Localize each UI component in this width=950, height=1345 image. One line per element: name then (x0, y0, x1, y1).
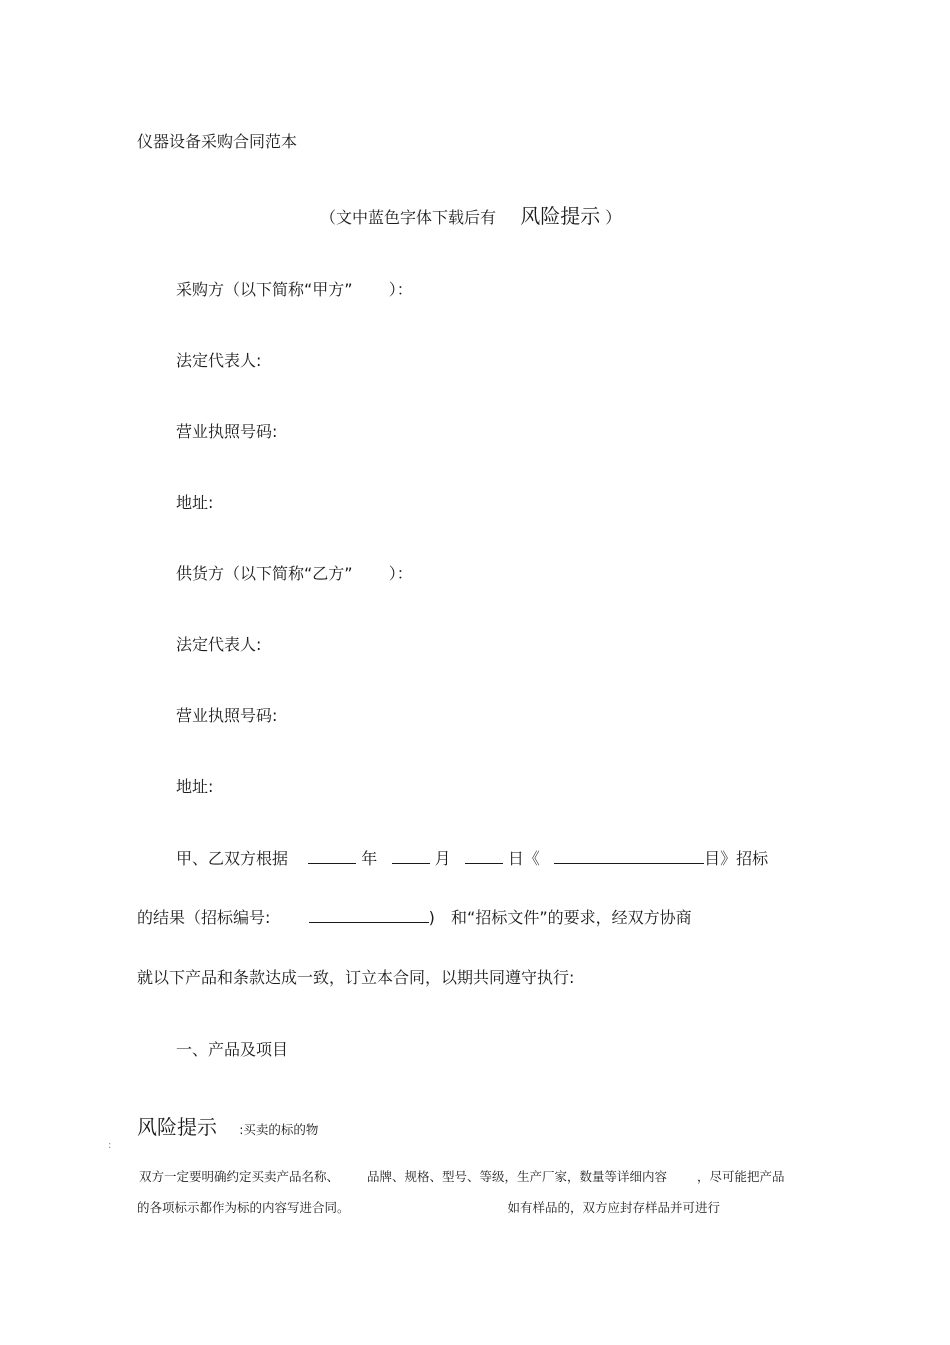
month-label: 月 (434, 849, 451, 868)
agreement-paragraph-line2 (137, 908, 692, 928)
section-heading-products: 一、产品及项目 (176, 1040, 289, 1059)
risk-line1-b: 品牌、规格、型号、等级，生产厂家，数量等详细内容 (366, 1169, 667, 1184)
para2-close: ) (428, 908, 435, 927)
notice-risk-emphasis: 风险提示 (520, 204, 601, 228)
risk-heading-line (137, 1117, 318, 1139)
supplier-legal-rep: 法定代表人: (176, 635, 262, 654)
download-notice (320, 206, 621, 228)
month-blank[interactable] (392, 849, 430, 864)
buyer-legal-rep: 法定代表人: (176, 351, 262, 370)
buyer-suffix: ）： (388, 280, 413, 299)
project-end-label: 目》招标 (704, 849, 769, 868)
project-name-blank[interactable] (554, 849, 704, 864)
day-blank[interactable] (465, 849, 503, 864)
supplier-suffix: ）： (388, 564, 413, 583)
supplier-label: 供货方（以下简称“乙方” (176, 564, 353, 583)
buyer-address: 地址: (176, 493, 214, 512)
margin-mark: : (108, 1140, 112, 1151)
notice-prefix: （文中蓝色字体下载后有 (320, 208, 497, 227)
supplier-license-number: 营业执照号码: (176, 706, 278, 725)
document-title: 仪器设备采购合同范本 (137, 132, 298, 151)
notice-suffix: ） (605, 208, 622, 227)
para2-tail: 和“招标文件”的要求，经双方协商 (451, 908, 692, 927)
buyer-line (176, 280, 413, 300)
buyer-label: 采购方（以下简称“甲方” (176, 280, 353, 299)
risk-heading: 风险提示 (137, 1115, 217, 1139)
para1-lead: 甲、乙双方根据 (176, 849, 289, 868)
day-label: 日《 (507, 849, 540, 868)
para2-lead: 的结果（招标编号: (137, 908, 271, 927)
buyer-license-number: 营业执照号码: (176, 422, 278, 441)
tender-number-blank[interactable] (309, 908, 429, 923)
risk-line2-b: 如有样品的，双方应封存样品并可进行 (507, 1200, 720, 1215)
supplier-line (176, 564, 413, 584)
risk-line1-a: 双方一定要明确约定买卖产品名称、 (139, 1169, 340, 1184)
agreement-paragraph-line3: 就以下产品和条款达成一致，订立本合同，以期共同遵守执行: (137, 968, 575, 987)
risk-line2-a: 的各项标示都作为标的内容写进合同。 (137, 1200, 350, 1215)
year-label: 年 (361, 849, 378, 868)
year-blank[interactable] (308, 849, 356, 864)
risk-text-line1 (139, 1169, 784, 1185)
risk-text-line2 (137, 1200, 720, 1216)
supplier-address: 地址: (176, 777, 214, 796)
agreement-paragraph-line1 (176, 849, 768, 869)
risk-line1-c: ，尽可能把产品 (696, 1169, 785, 1184)
risk-subtitle: :买卖的标的物 (239, 1122, 319, 1137)
